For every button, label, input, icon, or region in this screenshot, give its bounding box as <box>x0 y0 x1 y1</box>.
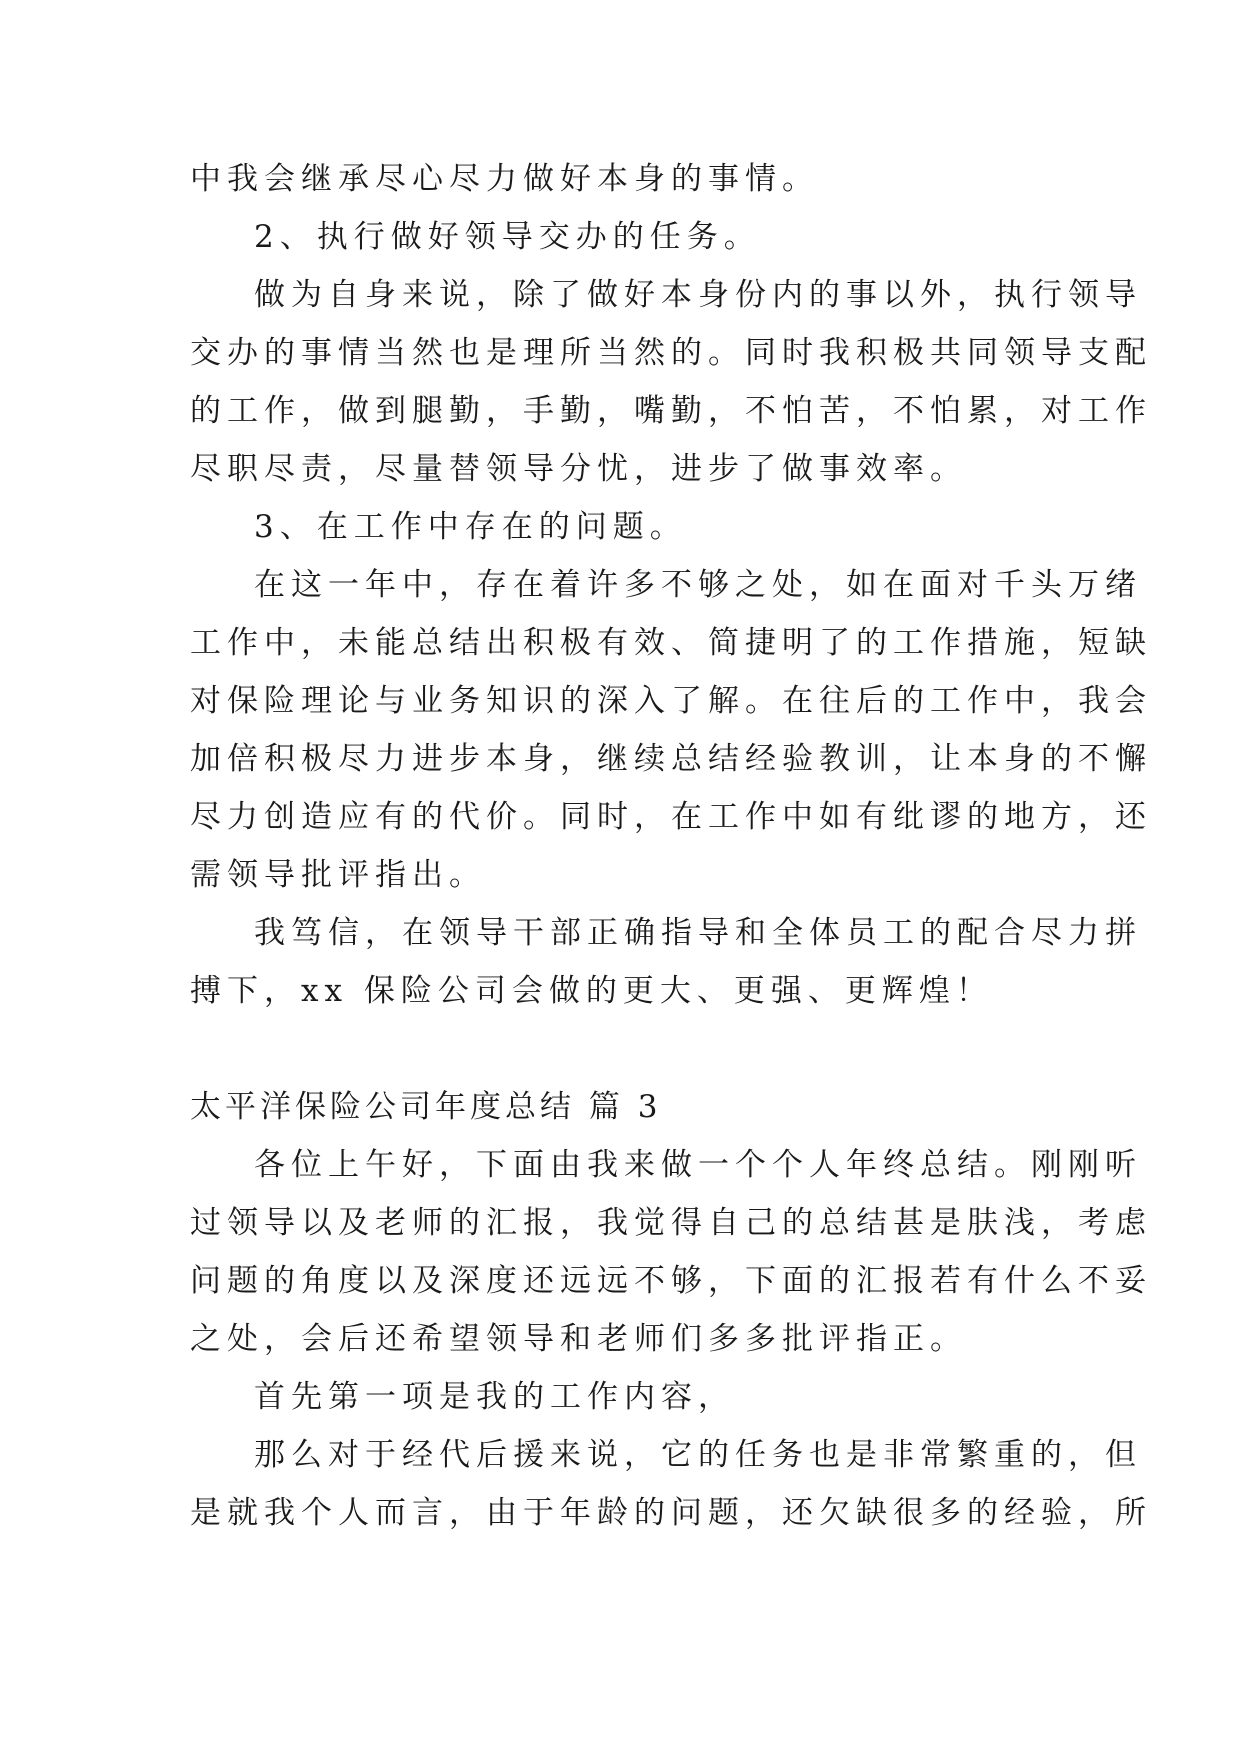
text-line: 那么对于经代后援来说，它的任务也是非常繁重的，但 <box>254 1437 1142 1473</box>
text-line: 尽力创造应有的代价。同时，在工作中如有纰谬的地方，还 <box>190 799 1152 835</box>
list-item-heading: 2、执行做好领导交办的任务。 <box>254 219 761 255</box>
text-line: 过领导以及老师的汇报，我觉得自己的总结甚是肤浅，考虑 <box>190 1205 1152 1241</box>
text-line: 问题的角度以及深度还远远不够，下面的汇报若有什么不妥 <box>190 1263 1152 1299</box>
text-line: 对保险理论与业务知识的深入了解。在往后的工作中，我会 <box>190 683 1152 719</box>
text-line: 首先第一项是我的工作内容， <box>254 1379 735 1415</box>
section-title: 太平洋保险公司年度总结 篇 3 <box>190 1089 662 1125</box>
paragraph-gap <box>190 1020 1052 1078</box>
text-line: 是就我个人而言，由于年龄的问题，还欠缺很多的经验，所 <box>190 1495 1152 1531</box>
text-line: 工作中，未能总结出积极有效、简捷明了的工作措施，短缺 <box>190 625 1152 661</box>
text-line: 之处，会后还希望领导和老师们多多批评指正。 <box>190 1321 967 1357</box>
text-line: 交办的事情当然也是理所当然的。同时我积极共同领导支配 <box>190 335 1152 371</box>
text-line: 做为自身来说，除了做好本身份内的事以外，执行领导 <box>254 277 1142 313</box>
document-page <box>190 150 1152 1542</box>
text-line: 各位上午好，下面由我来做一个个人年终总结。刚刚听 <box>254 1147 1142 1183</box>
text-line: 尽职尽责，尽量替领导分忧，进步了做事效率。 <box>190 451 967 487</box>
text-line: 搏下，xx 保险公司会做的更大、更强、更辉煌！ <box>190 973 993 1009</box>
text-line: 的工作，做到腿勤，手勤，嘴勤，不怕苦，不怕累，对工作 <box>190 393 1152 429</box>
text-line: 加倍积极尽力进步本身，继续总结经验教训，让本身的不懈 <box>190 741 1152 777</box>
text-line: 中我会继承尽心尽力做好本身的事情。 <box>190 161 819 197</box>
text-line: 我笃信，在领导干部正确指导和全体员工的配合尽力拼 <box>254 915 1142 951</box>
list-item-heading: 3、在工作中存在的问题。 <box>254 509 687 545</box>
text-line: 需领导批评指出。 <box>190 857 486 893</box>
text-line: 在这一年中，存在着许多不够之处，如在面对千头万绪 <box>254 567 1142 603</box>
